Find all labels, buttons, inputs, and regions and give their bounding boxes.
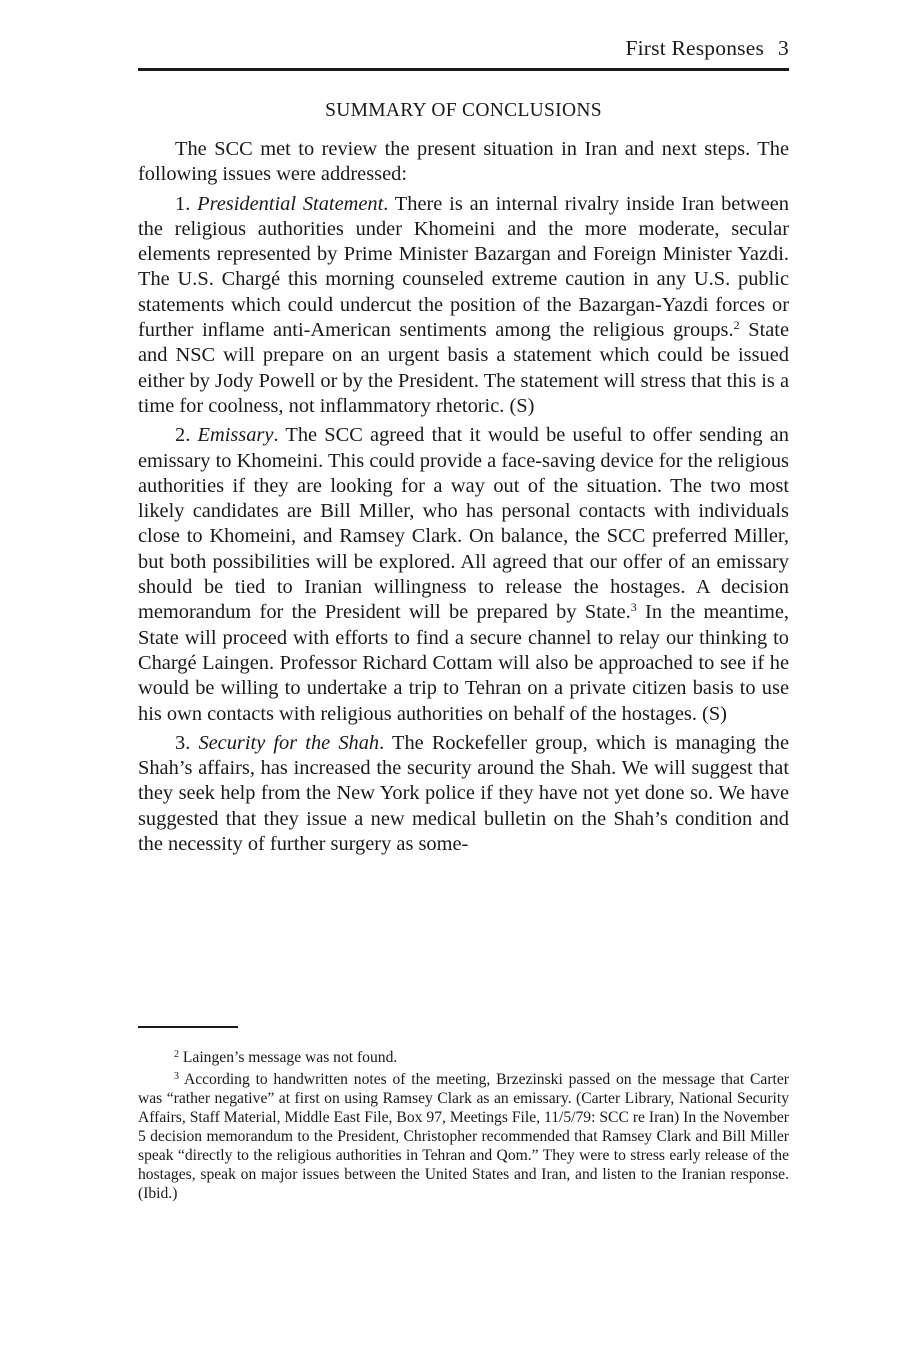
running-head xyxy=(625,36,789,61)
item-number: 1. xyxy=(175,192,191,215)
header-rule xyxy=(138,68,789,71)
body-text xyxy=(138,137,789,861)
running-head-title: First Responses xyxy=(625,36,765,60)
item-number: 2. xyxy=(175,424,191,447)
footnote-rule xyxy=(138,1026,238,1028)
footnote-ref[interactable]: 3 xyxy=(630,600,637,615)
item-emissary xyxy=(138,423,789,727)
page-number: 3 xyxy=(778,36,789,60)
item-text: . The SCC agreed that it would be useful to offer sending an emissary to Khomeini. This could provide a face-saving device for the religious authorities if they are looking for a way out of the situation. The two most likely candidates are Bill Miller, who has personal contacts with individuals close to Khomeini, and Ramsey Clark. On balance, the SCC preferred Miller, but both possibilities will be explored. All agreed that our offer of an emissary should be tied to Iranian willingness to release the hostages. A decision memorandum for the President will be prepared by State. xyxy=(138,424,789,624)
footnotes xyxy=(138,1048,789,1206)
item-title: Security for the Shah xyxy=(198,731,380,754)
item-text-continued: In the meantime, State will proceed with efforts to find a secure channel to relay our thinking to Chargé Laingen. Professor Richard Cottam will also be approached to see if he would be willing to undertake a trip to Tehran on a private citizen basis to use his own contacts with religious authorities on behalf of the hostages. (S) xyxy=(138,601,790,725)
item-number: 3. xyxy=(175,731,191,754)
item-text-continued: State and NSC will prepare on an urgent basis a statement which could be issued either by Jody Powell or by the President. The statement will stress that this is a time for coolness, not inflammatory rhetoric. (S) xyxy=(138,319,790,417)
footnote-text: According to handwritten notes of the meeting, Brzezinski passed on the message that Carter was “rather negative” at first on using Ramsey Clark as an emissary. (Carter Library, National Security Affairs, Staff Material, Middle East File, Box 97, Meetings File, 11/5/79: SCC re Iran) In the November 5 decision memorandum to the President, Christopher recommended that Ramsey Clark and Bill Miller speak “directly to the religious authorities in Tehran and Qom.” They were to stress early release of the hostages, speak on major issues between the United States and Iran, and listen to the Iranian response. (Ibid.) xyxy=(138,1071,789,1202)
footnote-ref[interactable]: 2 xyxy=(733,318,740,333)
intro-paragraph: The SCC met to review the present situation in Iran and next steps. The following issues were addressed: xyxy=(138,138,789,186)
item-presidential-statement xyxy=(138,192,789,420)
item-text: . There is an internal rivalry inside Iran between the religious authorities under Khomeini and the more moderate, secular elements represented by Prime Minister Bazargan and Foreign Minister Yazdi. The U.S. Chargé this morning counseled extreme caution in any U.S. public statements which could undercut the position of the Bazargan-Yazdi forces or further inflame anti-American sentiments among the religious groups. xyxy=(138,192,789,342)
footnote-3 xyxy=(138,1070,789,1203)
item-title: Emissary xyxy=(197,424,274,447)
item-title: Presidential Statement xyxy=(197,192,384,215)
footnote-text: Laingen’s message was not found. xyxy=(179,1049,398,1066)
footnote-mark: 2 xyxy=(174,1049,179,1060)
item-security-for-the-shah xyxy=(138,731,789,857)
footnote-mark: 3 xyxy=(174,1071,179,1082)
footnote-2 xyxy=(138,1048,789,1067)
item-text: . The Rockefeller group, which is managing the Shah’s affairs, has increased the security around the Shah. We will suggest that they seek help from the New York police if they have not yet done so. We have suggested that they issue a new medical bulletin on the Shah’s condition and the necessity of further surgery as some- xyxy=(138,731,789,856)
section-heading: SUMMARY OF CONCLUSIONS xyxy=(325,100,602,121)
